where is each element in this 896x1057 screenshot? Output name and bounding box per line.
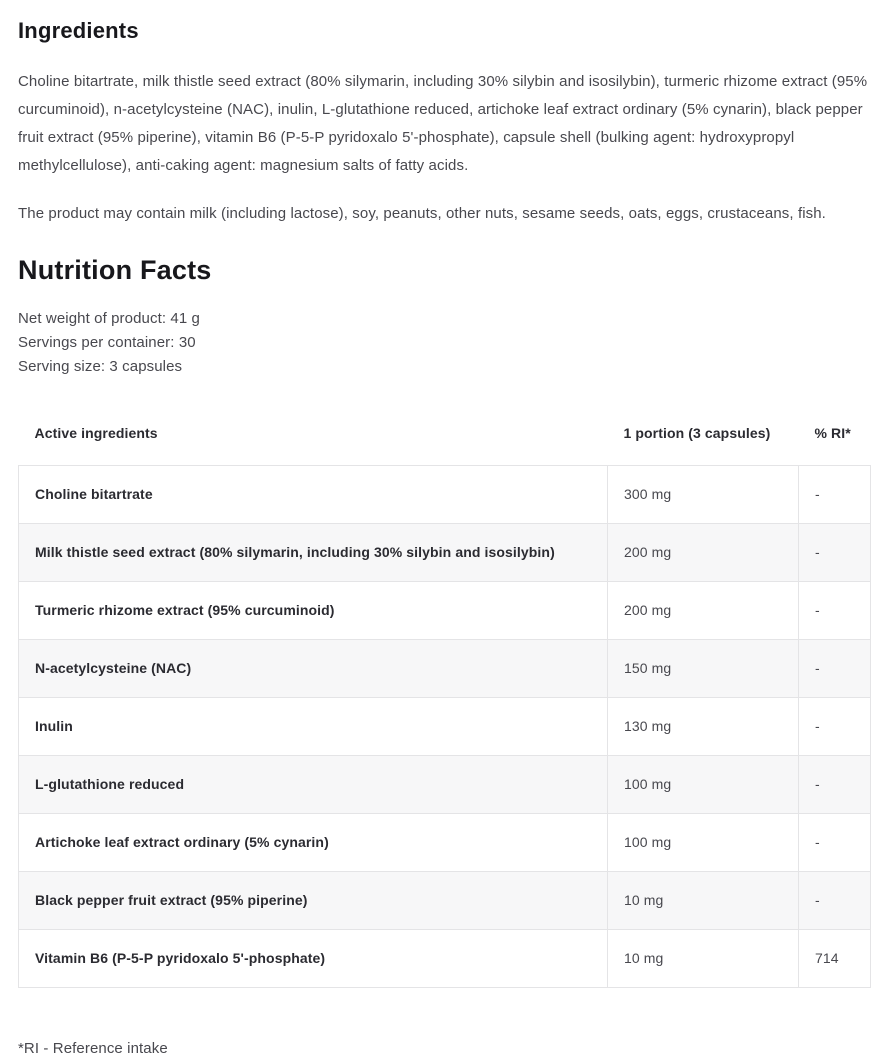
table-row [19, 813, 871, 871]
ingredient-name-cell: Turmeric rhizome extract (95% curcuminoid) [19, 581, 608, 639]
ingredient-name-cell: Choline bitartrate [19, 465, 608, 523]
ri-cell: - [799, 523, 871, 581]
column-header-active-ingredients: Active ingredients [34, 424, 158, 441]
table-row [19, 523, 871, 581]
active-ingredients-table [18, 425, 871, 988]
ingredients-paragraph: Choline bitartrate, milk thistle seed extract (80% silymarin, including 30% silybin and isosilybin), turmeric rhizome extract (95% curcuminoid), n-acetylcysteine (NAC), inulin, L-glutathione reduced, artichoke leaf extract ordinary (5% cynarin), black pepper fruit extract (95% piperine), vitamin B6 (P-5-P pyridoxalo 5'-phosphate), capsule shell (bulking agent: hydroxypropyl methylcellulose), anti-caking agent: magnesium salts of fatty acids. [18, 73, 868, 175]
ri-cell: 714 [799, 929, 871, 987]
ri-cell: - [799, 465, 871, 523]
amount-cell: 100 mg [608, 813, 799, 871]
table-row [19, 697, 871, 755]
ingredients-title: Ingredients [18, 18, 139, 43]
amount-cell: 200 mg [608, 523, 799, 581]
column-header-portion: 1 portion (3 capsules) [623, 424, 771, 441]
amount-cell: 130 mg [608, 697, 799, 755]
ingredient-name-cell: Black pepper fruit extract (95% piperine) [19, 871, 608, 929]
amount-cell: 200 mg [608, 581, 799, 639]
table-row [19, 871, 871, 929]
serving-size-text: Serving size: 3 capsules [18, 357, 183, 375]
ri-cell: - [799, 755, 871, 813]
column-header-ri: % RI* [814, 424, 851, 441]
table-row [19, 639, 871, 697]
ri-footnote: *RI - Reference intake [18, 1039, 168, 1057]
amount-cell: 100 mg [608, 755, 799, 813]
ri-cell: - [799, 697, 871, 755]
ingredient-name-cell: Vitamin B6 (P-5-P pyridoxalo 5'-phosphate) [19, 929, 608, 987]
ingredient-name-cell: Milk thistle seed extract (80% silymarin, including 30% silybin and isosilybin) [19, 523, 608, 581]
table-row [19, 755, 871, 813]
ingredient-name-cell: Inulin [19, 697, 608, 755]
table-header [19, 425, 871, 466]
ri-cell: - [799, 639, 871, 697]
ingredient-name-cell: Artichoke leaf extract ordinary (5% cynarin) [19, 813, 608, 871]
amount-cell: 10 mg [608, 929, 799, 987]
table-row [19, 581, 871, 639]
table-row [19, 465, 871, 523]
ri-cell: - [799, 581, 871, 639]
ingredient-name-cell: N-acetylcysteine (NAC) [19, 639, 608, 697]
serving-info [18, 307, 878, 379]
ri-cell: - [799, 871, 871, 929]
amount-cell: 10 mg [608, 871, 799, 929]
table-header-row [19, 425, 871, 466]
net-weight-text: Net weight of product: 41 g [18, 309, 200, 327]
amount-cell: 300 mg [608, 465, 799, 523]
amount-cell: 150 mg [608, 639, 799, 697]
ri-cell: - [799, 813, 871, 871]
active-ingredients-table-body [19, 465, 871, 987]
servings-per-container-text: Servings per container: 30 [18, 333, 196, 351]
nutrition-facts-title: Nutrition Facts [18, 255, 212, 286]
table-row [19, 929, 871, 987]
ingredient-name-cell: L-glutathione reduced [19, 755, 608, 813]
allergen-note: The product may contain milk (including lactose), soy, peanuts, other nuts, sesame seeds, oats, eggs, crustaceans, fish. [18, 205, 826, 223]
